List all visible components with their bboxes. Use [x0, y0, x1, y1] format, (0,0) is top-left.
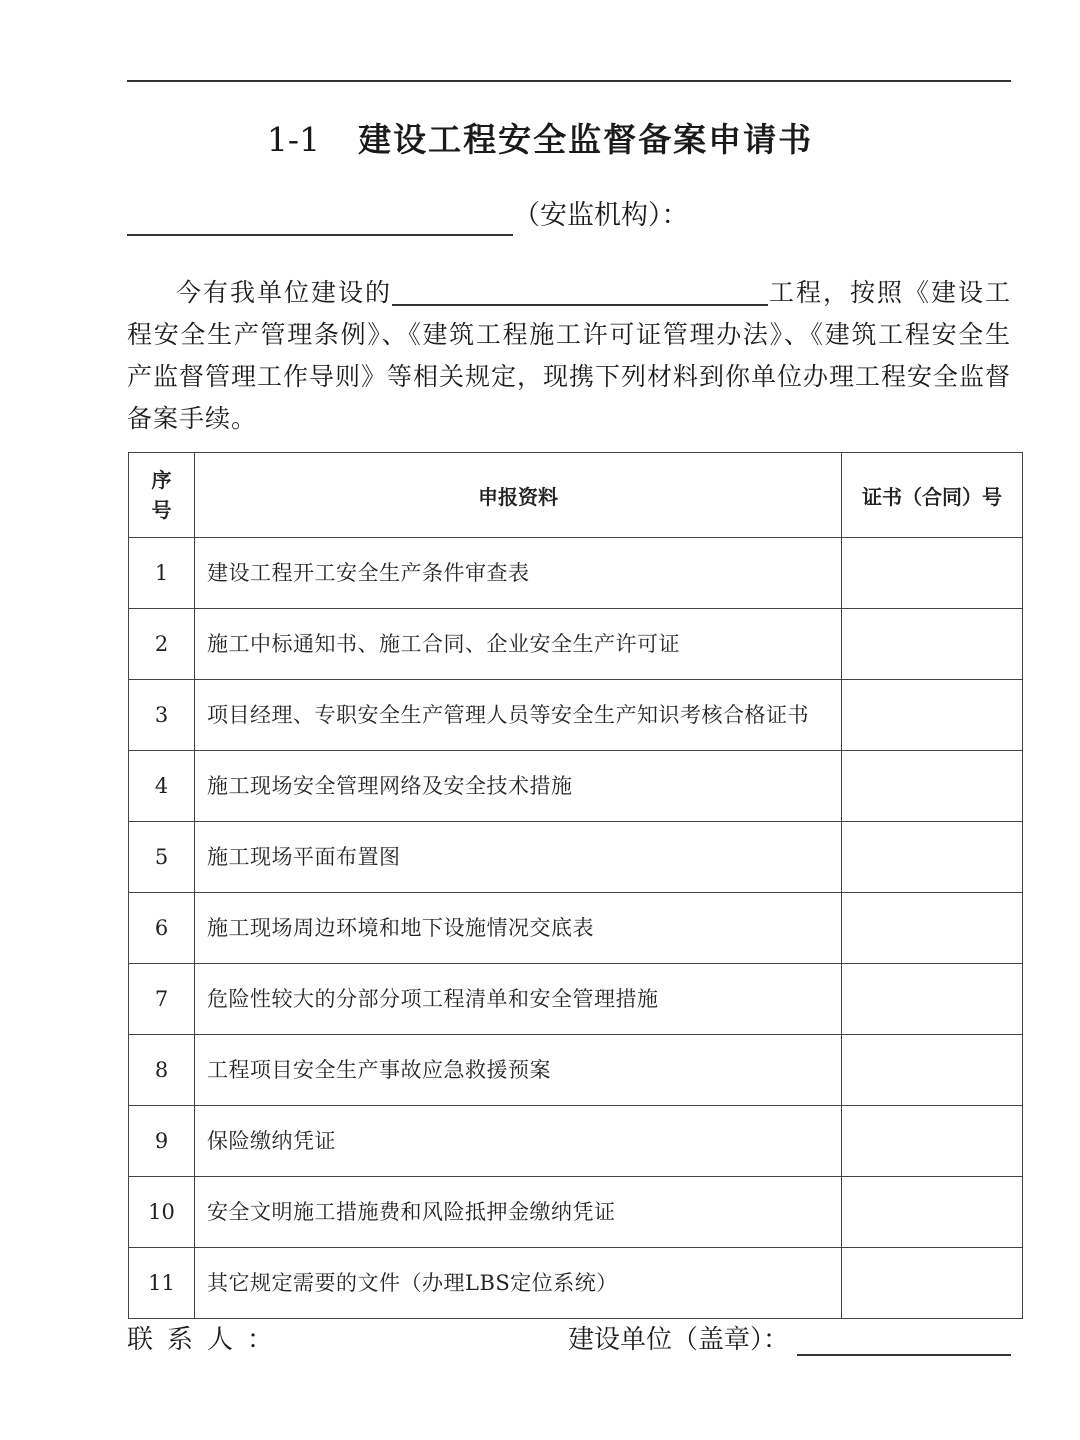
table-row — [129, 1177, 1023, 1248]
row-material: 保险缴纳凭证 — [195, 1106, 842, 1177]
row-cert-cell[interactable] — [842, 822, 1023, 893]
header-material: 申报资料 — [195, 453, 842, 538]
recipient-suffix: （安监机构）： — [513, 200, 689, 231]
row-cert-cell[interactable] — [842, 893, 1023, 964]
table-row — [129, 964, 1023, 1035]
contact-label: 联系人： — [127, 1325, 288, 1355]
table-row — [129, 680, 1023, 751]
table-row — [129, 751, 1023, 822]
table-row — [129, 1035, 1023, 1106]
page-title — [0, 112, 1080, 168]
unit-seal-label: 建设单位（盖章）： — [568, 1325, 790, 1355]
row-no: 11 — [129, 1248, 195, 1319]
row-material: 其它规定需要的文件（办理LBS定位系统） — [195, 1248, 842, 1319]
table-row — [129, 822, 1023, 893]
row-no: 1 — [129, 538, 195, 609]
row-no: 7 — [129, 964, 195, 1035]
row-material: 安全文明施工措施费和风险抵押金缴纳凭证 — [195, 1177, 842, 1248]
table-row — [129, 1106, 1023, 1177]
footer — [127, 1318, 1011, 1362]
row-no: 3 — [129, 680, 195, 751]
paragraph-body: 工程，按照《建设工程安全生产管理条例》、《建筑工程施工许可证管理办法》、《建筑工程安全生产监督管理工作导则》等相关规定，现携下列材料到你单位办理工程安全监督备案手续。 — [127, 278, 1012, 433]
unit-seal-blank[interactable] — [797, 1326, 1011, 1356]
row-material: 施工中标通知书、施工合同、企业安全生产许可证 — [195, 609, 842, 680]
table-row — [129, 893, 1023, 964]
materials-table — [128, 452, 1023, 1319]
row-material: 施工现场周边环境和地下设施情况交底表 — [195, 893, 842, 964]
title-text: 建设工程安全监督备案申请书 — [358, 120, 814, 159]
row-no: 8 — [129, 1035, 195, 1106]
row-no: 4 — [129, 751, 195, 822]
recipient-blank[interactable] — [127, 200, 513, 236]
row-material: 工程项目安全生产事故应急救援预案 — [195, 1035, 842, 1106]
paragraph-prefix: 今有我单位建设的 — [175, 278, 392, 307]
project-name-blank[interactable] — [392, 274, 768, 306]
row-cert-cell[interactable] — [842, 1106, 1023, 1177]
row-no: 6 — [129, 893, 195, 964]
row-material: 建设工程开工安全生产条件审查表 — [195, 538, 842, 609]
table-row — [129, 1248, 1023, 1319]
row-no: 5 — [129, 822, 195, 893]
row-cert-cell[interactable] — [842, 1177, 1023, 1248]
table-row — [129, 609, 1023, 680]
table-row — [129, 538, 1023, 609]
header-no-text: 序号 — [151, 468, 172, 522]
recipient-line — [127, 196, 1011, 236]
row-cert-cell[interactable] — [842, 680, 1023, 751]
row-cert-cell[interactable] — [842, 609, 1023, 680]
row-material: 项目经理、专职安全生产管理人员等安全生产知识考核合格证书 — [195, 680, 842, 751]
row-material: 危险性较大的分部分项工程清单和安全管理措施 — [195, 964, 842, 1035]
table-header-row — [129, 453, 1023, 538]
row-no: 2 — [129, 609, 195, 680]
row-cert-cell[interactable] — [842, 1035, 1023, 1106]
row-material: 施工现场平面布置图 — [195, 822, 842, 893]
row-cert-cell[interactable] — [842, 538, 1023, 609]
top-rule — [127, 80, 1011, 82]
row-no: 10 — [129, 1177, 195, 1248]
title-number: 1-1 — [266, 120, 321, 159]
header-cert: 证书（合同）号 — [842, 453, 1023, 538]
row-cert-cell[interactable] — [842, 1248, 1023, 1319]
header-no — [129, 453, 195, 538]
row-cert-cell[interactable] — [842, 751, 1023, 822]
row-material: 施工现场安全管理网络及安全技术措施 — [195, 751, 842, 822]
row-cert-cell[interactable] — [842, 964, 1023, 1035]
intro-paragraph — [127, 272, 1011, 440]
row-no: 9 — [129, 1106, 195, 1177]
